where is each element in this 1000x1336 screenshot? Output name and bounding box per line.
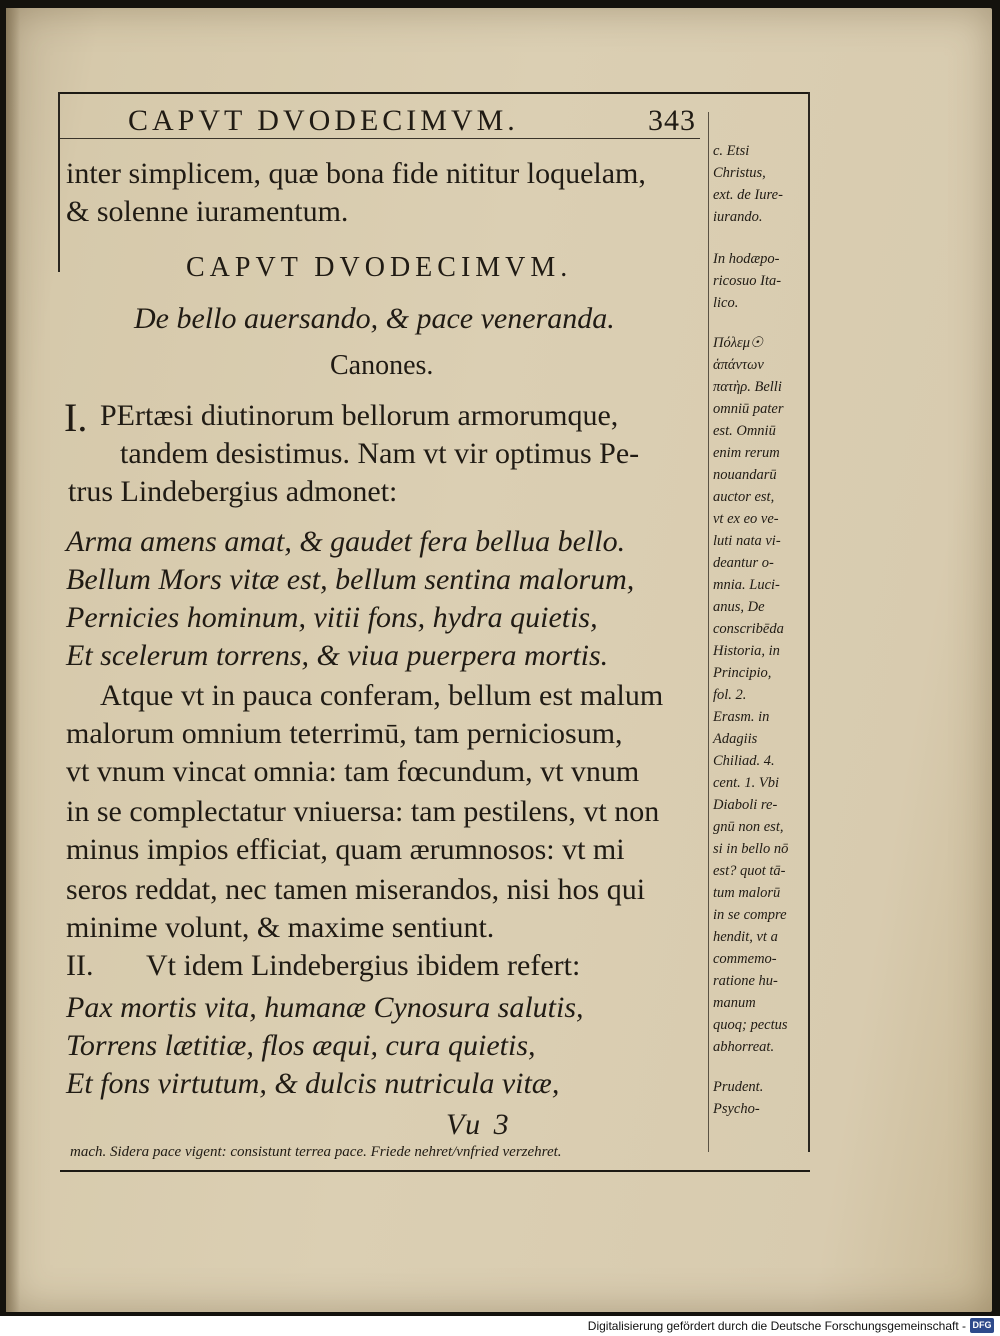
frame-rule-bottom [60, 1170, 810, 1172]
margin-separator-rule [708, 112, 709, 1152]
marginal-note-line: Psycho- [713, 1101, 760, 1117]
catchword: Vu 3 [446, 1108, 512, 1141]
marginal-note-line: conscribēda [713, 621, 784, 637]
dfg-logo: DFG [970, 1318, 994, 1333]
marginal-note-line: omniū pater [713, 401, 784, 417]
marginal-note-line: ext. de Iure- [713, 187, 783, 203]
text-line: vt vnum vincat omnia: tam fœcundum, vt vnum [66, 755, 640, 788]
marginal-note-line: abhorreat. [713, 1039, 775, 1055]
text-line: minime volunt, & maxime sentiunt. [66, 911, 495, 944]
marginal-note-line: anus, De [713, 599, 765, 615]
marginal-note-line: lico. [713, 295, 739, 311]
chapter-title: CAPVT DVODECIMVM. [186, 252, 573, 283]
marginal-note-line: est? quot tā- [713, 863, 786, 879]
frame-rule-left [58, 92, 60, 272]
verse-line: Torrens lætitiæ, flos æqui, cura quietis, [66, 1029, 536, 1062]
marginal-note-line: ratione hu- [713, 973, 778, 989]
marginal-note [713, 332, 817, 1058]
text-line: Atque vt in pauca conferam, bellum est malum [100, 679, 664, 712]
marginal-note-line: iurando. [713, 209, 763, 225]
marginal-note-line: tum malorū [713, 885, 781, 901]
footer-bar [0, 1316, 1000, 1336]
marginal-note-line: manum [713, 995, 756, 1011]
header-underline [60, 138, 700, 139]
footnote-line: mach. Sidera pace vigent: consistunt terrea pace. Friede nehret/vnfried verzehret. [70, 1144, 562, 1160]
marginal-note-line: gnū non est, [713, 819, 784, 835]
verse-line: Pernicies hominum, vitii fons, hydra quietis, [66, 601, 598, 634]
marginal-note-line: nouandarū [713, 467, 777, 483]
marginal-note-line: commemo- [713, 951, 777, 967]
marginal-note-line: cent. 1. Vbi [713, 775, 780, 791]
frame-rule-top [60, 92, 810, 94]
marginal-note-line: c. Etsi [713, 143, 750, 159]
verse-line: Pax mortis vita, humanæ Cynosura salutis, [66, 991, 584, 1024]
text-line: & solenne iuramentum. [66, 195, 349, 228]
text-line: inter simplicem, quæ bona fide nititur loquelam, [66, 157, 646, 190]
section-numeral-1: I. [64, 395, 88, 440]
chapter-subtitle: De bello auersando, & pace veneranda. [134, 302, 615, 335]
page-number: 343 [648, 104, 696, 137]
running-head: CAPVT DVODECIMVM. [128, 104, 519, 137]
marginal-note-line: Πόλεμ☉ [713, 335, 763, 351]
marginal-note [713, 1076, 817, 1120]
marginal-note-line: Erasm. in [713, 709, 770, 725]
marginal-note-line: fol. 2. [713, 687, 747, 703]
verse-line: Bellum Mors vitæ est, bellum sentina malorum, [66, 563, 635, 596]
marginal-note-line: ἁπάντων [713, 357, 764, 373]
marginal-note-line: hendit, vt a [713, 929, 778, 945]
verse-line: Et fons virtutum, & dulcis nutricula vitæ, [66, 1067, 560, 1100]
marginal-note-line: enim rerum [713, 445, 780, 461]
text-line: Vt idem Lindebergius ibidem refert: [146, 949, 581, 982]
binding-edge [6, 8, 20, 1312]
verse-line: Et scelerum torrens, & viua puerpera mortis. [66, 639, 609, 672]
section-numeral-2: II. [66, 949, 94, 982]
marginal-note-line: deantur o- [713, 555, 774, 571]
text-line: seros reddat, nec tamen miserandos, nisi hos qui [66, 873, 646, 906]
text-line: trus Lindebergius admonet: [68, 475, 398, 508]
marginal-note-line: Chiliad. 4. [713, 753, 775, 769]
marginal-note-line: Adagiis [713, 731, 758, 747]
verse-line: Arma amens amat, & gaudet fera bellua bello. [66, 525, 626, 558]
marginal-note-line: mnia. Luci- [713, 577, 780, 593]
funding-credit: Digitalisierung gefördert durch die Deutsche Forschungsgemeinschaft - [587, 1319, 966, 1333]
marginal-notes [713, 140, 817, 1138]
marginal-note [713, 140, 817, 228]
marginal-note-line: In hodæpo- [713, 251, 780, 267]
canones-heading: Canones. [330, 350, 434, 381]
text-line: malorum omnium teterrimū, tam perniciosum, [66, 717, 623, 750]
text-line: tandem desistimus. Nam vt vir optimus Pe- [120, 437, 640, 470]
marginal-note-line: vt ex eo ve- [713, 511, 779, 527]
text-line: minus impios efficiat, quam ærumnosos: vt mi [66, 833, 625, 866]
marginal-note-line: Principio, [713, 665, 772, 681]
marginal-note-line: πατὴρ. Belli [713, 379, 782, 395]
marginal-note-line: Historia, in [713, 643, 780, 659]
marginal-note-line: est. Omniū [713, 423, 776, 439]
marginal-note-line: luti nata vi- [713, 533, 781, 549]
text-line: in se complectatur vniuersa: tam pestilens, vt non [66, 795, 660, 828]
marginal-note-line: si in bello nō [713, 841, 789, 857]
marginal-note-line: ricosuo Ita- [713, 273, 782, 289]
marginal-note-line: auctor est, [713, 489, 775, 505]
marginal-note-line: Christus, [713, 165, 766, 181]
marginal-note [713, 248, 817, 314]
marginal-note-line: quoq; pectus [713, 1017, 788, 1033]
text-line: PErtæsi diutinorum bellorum armorumque, [100, 399, 619, 432]
marginal-note-line: Prudent. [713, 1079, 764, 1095]
marginal-note-line: in se compre [713, 907, 787, 923]
marginal-note-line: Diaboli re- [713, 797, 778, 813]
